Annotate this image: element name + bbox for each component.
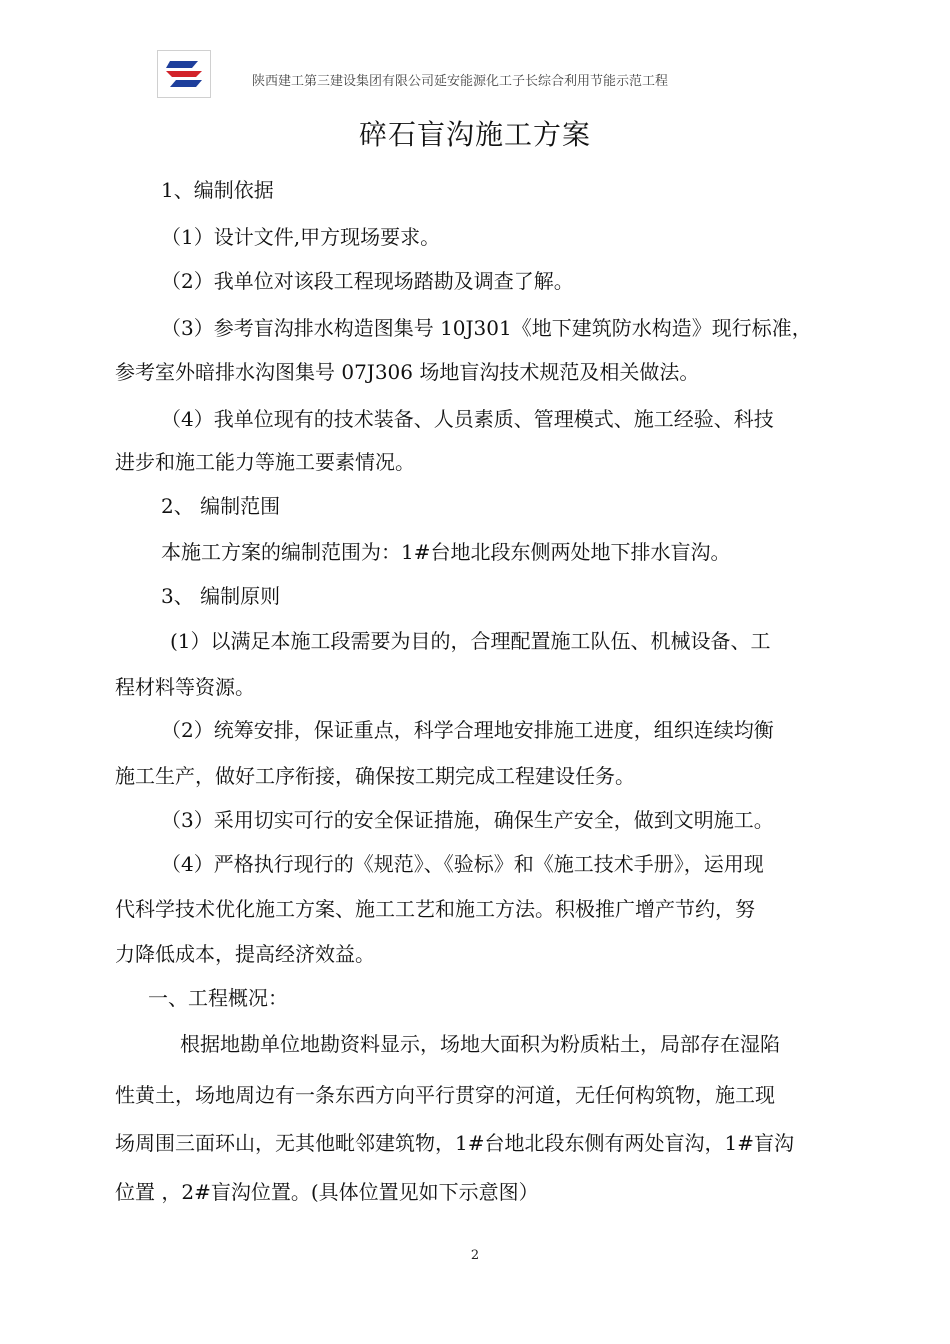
paragraph-line: （2）统筹安排，保证重点，科学合理地安排施工进度，组织连续均衡 [161, 718, 774, 742]
paragraph-line: 性黄土，场地周边有一条东西方向平行贯穿的河道，无任何构筑物，施工现 [115, 1083, 775, 1107]
company-logo [157, 50, 211, 98]
paragraph-line: （2）我单位对该段工程现场踏勘及调查了解。 [161, 269, 574, 293]
paragraph-line: （3）参考盲沟排水构造图集号 10J301《地下建筑防水构造》现行标准， [161, 316, 812, 340]
paragraph-line: (1）以满足本施工段需要为目的，合理配置施工队伍、机械设备、工 [170, 629, 771, 653]
paragraph-line: 根据地勘单位地勘资料显示，场地大面积为粉质粘土，局部存在湿陷 [180, 1032, 780, 1056]
heading-principles: 3、 编制原则 [161, 584, 281, 608]
heading-scope: 2、 编制范围 [161, 494, 281, 518]
document-title: 碎石盲沟施工方案 [358, 118, 591, 151]
heading-basis: 1、编制依据 [161, 178, 274, 202]
heading-project-overview: 一、工程概况： [148, 986, 288, 1010]
page-header [157, 50, 950, 98]
paragraph-line: 力降低成本，提高经济效益。 [115, 942, 375, 966]
paragraph-line: （3）采用切实可行的安全保证措施，确保生产安全，做到文明施工。 [161, 808, 774, 832]
paragraph-line: 场周围三面环山，无其他毗邻建筑物，1#台地北段东侧有两处盲沟，1#盲沟 [115, 1131, 794, 1155]
paragraph-line: 代科学技术优化施工方案、施工工艺和施工方法。积极推广增产节约，努 [115, 897, 755, 921]
paragraph-line: 参考室外暗排水沟图集号 07J306 场地盲沟技术规范及相关做法。 [115, 360, 700, 384]
paragraph-line: 位置 ，2#盲沟位置。(具体位置见如下示意图） [115, 1180, 539, 1204]
paragraph-line: 进步和施工能力等施工要素情况。 [115, 450, 415, 474]
header-company-text: 陕西建工第三建设集团有限公司延安能源化工子长综合利用节能示范工程 [252, 74, 669, 89]
paragraph-line: 本施工方案的编制范围为：1#台地北段东侧两处地下排水盲沟。 [161, 540, 731, 564]
paragraph-line: （4）严格执行现行的《规范》、《验标》和《施工技术手册》，运用现 [161, 852, 764, 876]
paragraph-line: （4）我单位现有的技术装备、人员素质、管理模式、施工经验、科技 [161, 407, 774, 431]
page-number: 2 [470, 1248, 480, 1263]
logo-mark-icon [162, 55, 206, 93]
paragraph-line: 程材料等资源。 [115, 675, 255, 699]
paragraph-line: （1）设计文件,甲方现场要求。 [161, 225, 441, 249]
paragraph-line: 施工生产，做好工序衔接，确保按工期完成工程建设任务。 [115, 764, 635, 788]
